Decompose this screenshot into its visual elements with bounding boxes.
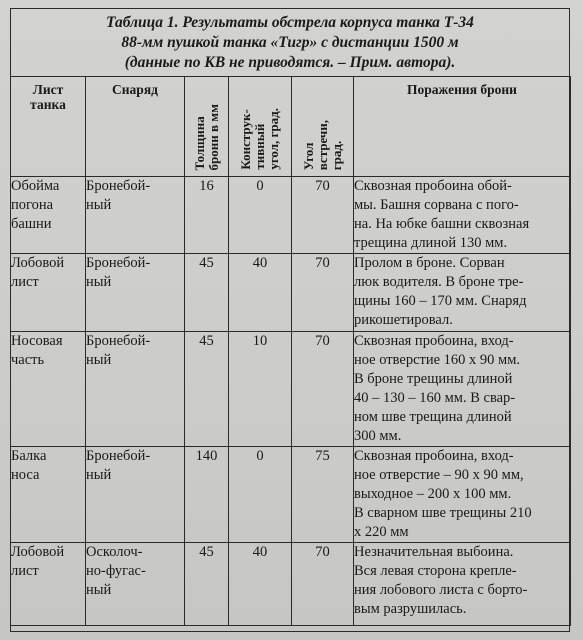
caption-line-3: (данные по КВ не приводятся. – Прим. автора). <box>124 54 456 71</box>
cell-thickness: 45 <box>185 254 229 332</box>
table-row <box>11 332 571 447</box>
table-caption <box>10 8 570 76</box>
cell-shell: Бронебой- ный <box>86 332 185 447</box>
table-row <box>11 254 571 332</box>
header-row <box>11 77 571 177</box>
caption-line-1: Таблица 1. Результаты обстрела корпуса танка Т-34 <box>106 14 474 31</box>
cell-impact-angle: 70 <box>292 543 354 626</box>
cell-thickness: 16 <box>185 177 229 254</box>
results-table <box>10 76 571 626</box>
cell-damage: Сквозная пробоина обой- мы. Башня сорвана с пого- на. На юбке башни сквозная трещина длиной 130 мм. <box>354 177 571 254</box>
header-sheet: Лист танка <box>11 77 86 177</box>
cell-damage: Сквозная пробоина, вход- ное отверстие 160 х 90 мм. В броне трещины длиной 40 – 130 – 160 мм. В свар- ном шве трещина длиной 300 мм. <box>354 332 571 447</box>
cell-damage: Пролом в броне. Сорван люк водителя. В броне тре- щины 160 – 170 мм. Снаряд рикошетировал. <box>354 254 571 332</box>
cell-impact-angle: 70 <box>292 254 354 332</box>
cell-thickness: 45 <box>185 543 229 626</box>
cell-sheet: Лобовой лист <box>11 543 86 626</box>
cell-design-angle: 0 <box>229 447 292 543</box>
cell-impact-angle: 70 <box>292 332 354 447</box>
header-design-angle: Конструк- тивный угол, град. <box>229 77 292 177</box>
cell-shell: Осколоч- но-фугас- ный <box>86 543 185 626</box>
cell-thickness: 45 <box>185 332 229 447</box>
table-row <box>11 543 571 626</box>
cell-design-angle: 40 <box>229 543 292 626</box>
cell-shell: Бронебой- ный <box>86 177 185 254</box>
cell-sheet: Обойма погона башни <box>11 177 86 254</box>
cell-sheet: Лобовой лист <box>11 254 86 332</box>
cell-design-angle: 40 <box>229 254 292 332</box>
cell-design-angle: 10 <box>229 332 292 447</box>
header-shell: Снаряд <box>86 77 185 177</box>
cell-impact-angle: 75 <box>292 447 354 543</box>
cell-shell: Бронебой- ный <box>86 254 185 332</box>
table-row <box>11 177 571 254</box>
cell-damage: Незначительная выбоина. Вся левая сторона крепле- ния лобового листа с борто- вым разрушилась. <box>354 543 571 626</box>
caption-line-2: 88-мм пушкой танка «Тигр» с дистанции 1500 м <box>121 34 459 51</box>
header-thickness: Толщина брони в мм <box>185 77 229 177</box>
cell-thickness: 140 <box>185 447 229 543</box>
header-impact-angle: Угол встречи, град. <box>292 77 354 177</box>
cell-shell: Бронебой- ный <box>86 447 185 543</box>
header-damage: Поражения брони <box>354 77 571 177</box>
table-row <box>11 447 571 543</box>
cell-sheet: Носовая часть <box>11 332 86 447</box>
cell-sheet: Балка носа <box>11 447 86 543</box>
cell-design-angle: 0 <box>229 177 292 254</box>
cell-damage: Сквозная пробоина, вход- ное отверстие – 90 х 90 мм, выходное – 200 х 100 мм. В сварном шве трещины 210 х 220 мм <box>354 447 571 543</box>
cell-impact-angle: 70 <box>292 177 354 254</box>
